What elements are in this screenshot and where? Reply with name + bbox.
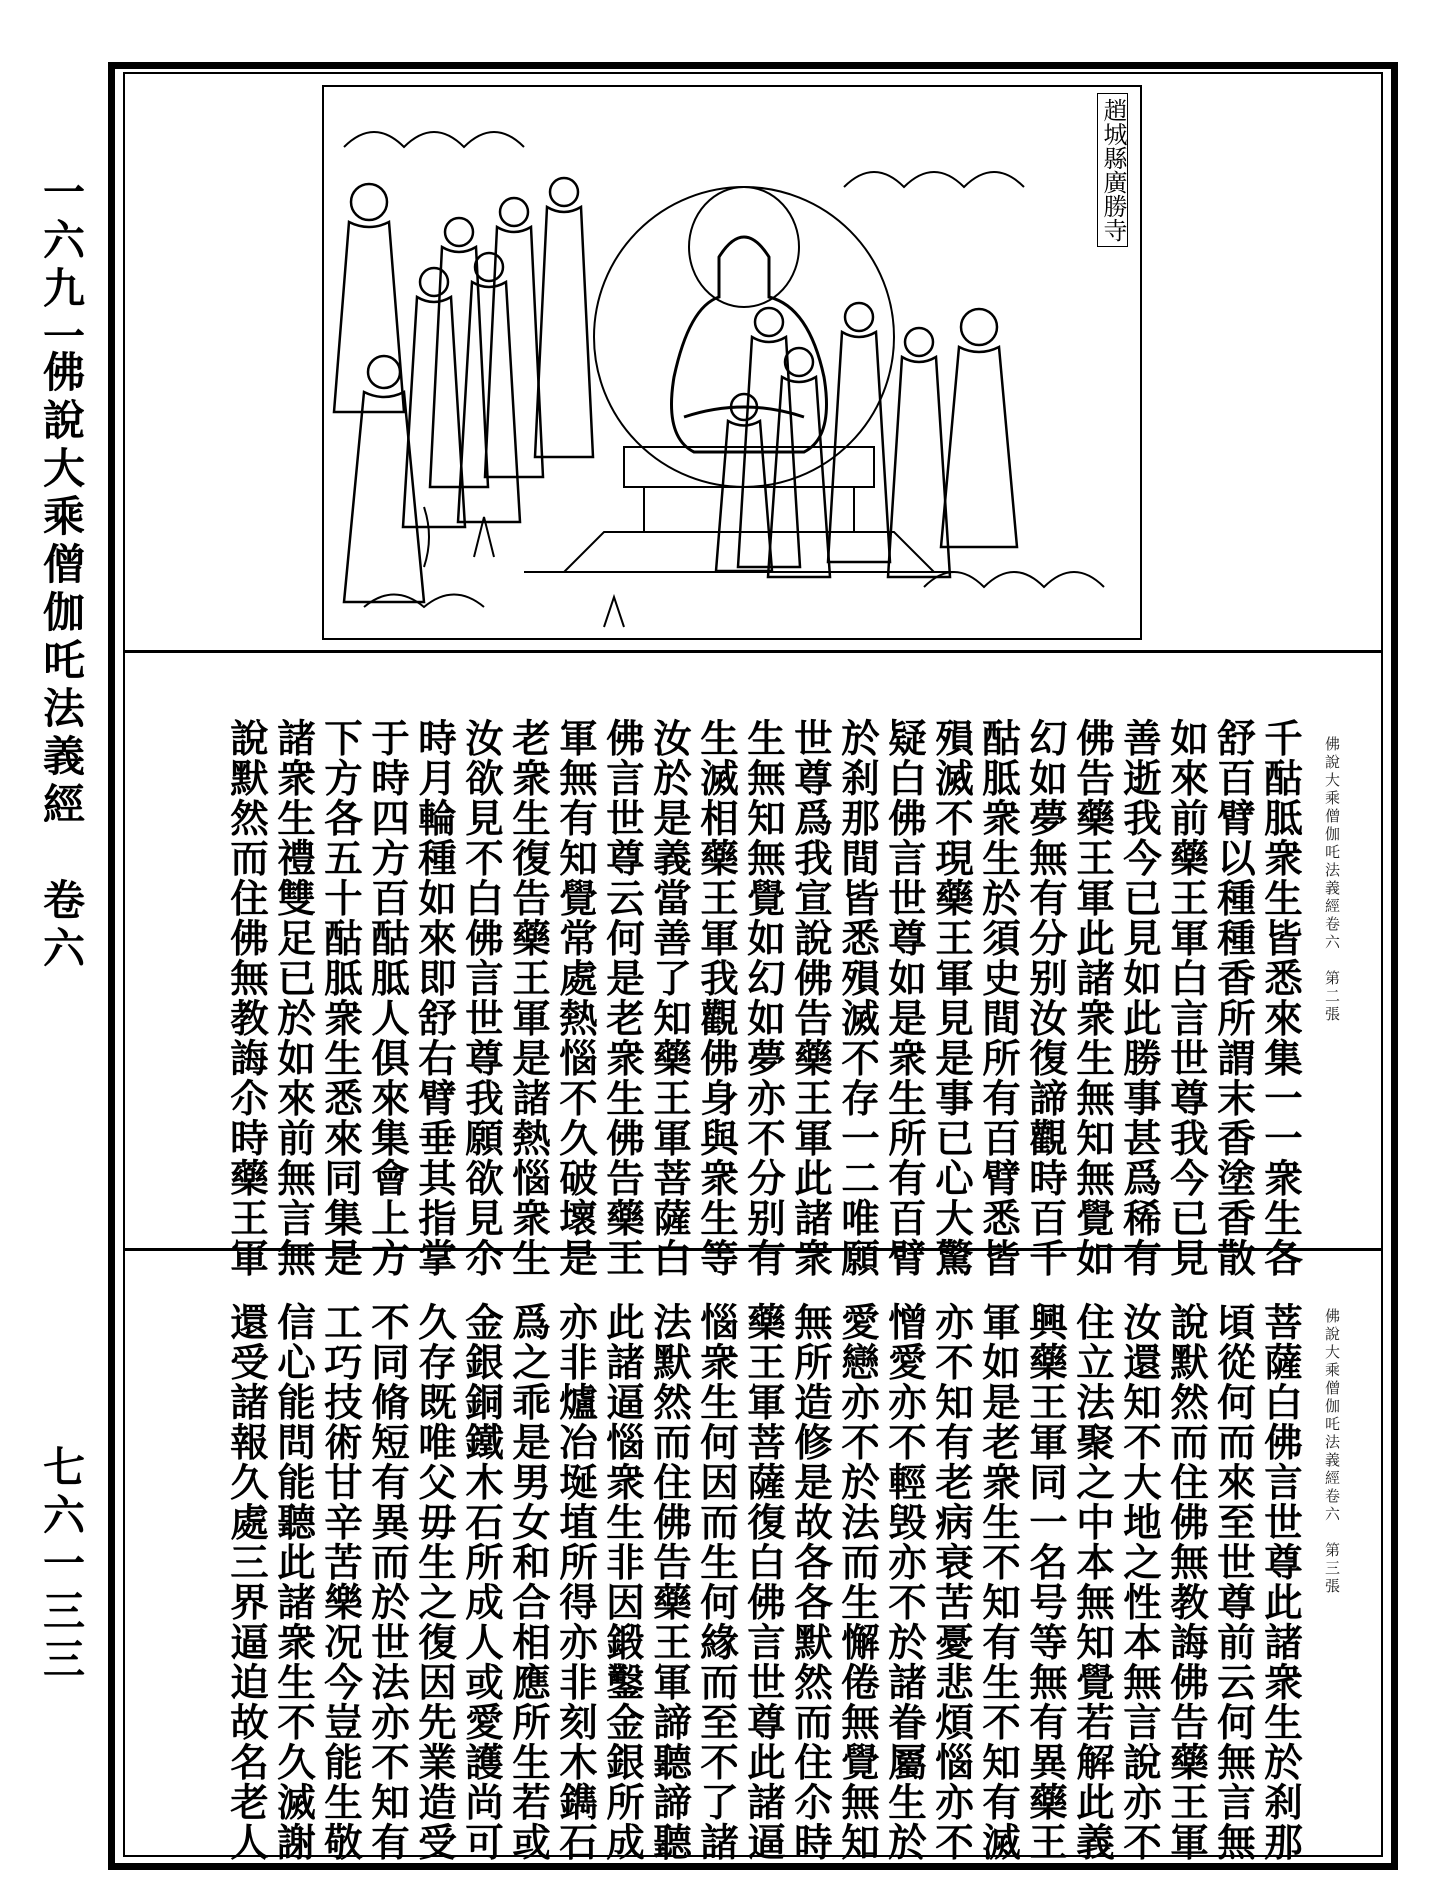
text-column: 憎愛亦不輕毁亦不於諸眷屬生於 [882,1302,927,1862]
text-column: 不同脩短有異而於世法亦不知有 [365,1302,410,1862]
text-column: 諸衆生禮雙足已於如來前無言無 [271,718,316,1278]
text-column: 說默然而住佛無教誨尒時藥王軍 [224,718,269,1278]
text-column: 軍如是老衆生不知有生不知有滅 [976,1302,1021,1862]
text-column: 愛戀亦不於法而生懈倦無覺無知 [835,1302,880,1862]
text-column: 久存既唯父毋生之復因先業造受 [412,1302,457,1862]
text-column: 工巧技術甘辛苦樂况今豈能生敬 [318,1302,363,1862]
text-panel-2 [150,1302,1350,1862]
text-column: 汝欲見不白佛言世尊我願欲見尒 [459,718,504,1278]
text-column: 下方各五十酤胝衆生悉來同集是 [318,718,363,1278]
text-column: 于時四方百酤胝人俱來集會上方 [365,718,410,1278]
text-column: 爲之乖是男女和合相應所生若或 [506,1302,551,1862]
text-column: 於刹那間皆悉殞滅不存一二唯願 [835,718,880,1278]
text-column: 佛告藥王軍此諸衆生無知無覺如 [1070,718,1115,1278]
text-column: 頃從何而來至世尊前云何無言無 [1211,1302,1256,1862]
sutra-title: 佛說大乘僧伽吒法義經 卷六 [37,350,86,974]
block-side-note: 佛說大乘僧伽吒法義經卷六 第三張 [1323,1308,1341,1596]
text-column: 惱衆生何因而生何緣而至不了諸 [694,1302,739,1862]
buddha-assembly-picture [324,87,1142,640]
text-column: 住立法聚之中本無知覺若解此義 [1070,1302,1115,1862]
panel-divider [123,650,1383,653]
text-column: 興藥王軍同一名号等無有異藥王 [1023,1302,1068,1862]
text-column: 酤胝衆生於須史間所有百臂悉皆 [976,718,1021,1278]
text-column: 老衆生復告藥王軍是諸熱惱衆生 [506,718,551,1278]
text-column: 說默然而住佛無教誨佛告藥王軍 [1164,1302,1209,1862]
text-column: 如來前藥王軍白言世尊我今已見 [1164,718,1209,1278]
text-column: 佛言世尊云何是老衆生佛告藥王 [600,718,645,1278]
text-column: 亦不知有老病衰苦憂悲煩惱亦不 [929,1302,974,1862]
text-column: 軍無有知覺常處熱惱不久破壞是 [553,718,598,1278]
text-column: 汝還知不大地之性本無言說亦不 [1117,1302,1162,1862]
text-column: 時月輪種如來即舒右臂垂其指掌 [412,718,457,1278]
text-column: 疑白佛言世尊如是衆生所有百臂 [882,718,927,1278]
text-column: 亦非爐冶埏埴所得亦非刻木鐫石 [553,1302,598,1862]
text-column: 幻如夢無有分别汝復諦觀時百千 [1023,718,1068,1278]
volume-number: 一六九一 [37,170,86,362]
text-column: 善逝我今已見如此勝事甚爲稀有 [1117,718,1162,1278]
text-column: 此諸逼惱衆生非因鍛鑿金銀所成 [600,1302,645,1862]
temple-caption: 趙城縣廣勝寺 [1097,93,1128,247]
text-column: 生無知無覺如幻如夢亦不分别有 [741,718,786,1278]
woodblock-illustration [322,85,1142,640]
text-column: 生滅相藥王軍我觀佛身與衆生等 [694,718,739,1278]
text-column: 金銀銅鐵木石所成人或愛護尚可 [459,1302,504,1862]
text-column: 殞滅不現藥王軍見是事已心大驚 [929,718,974,1278]
text-column: 世尊爲我宣說佛告藥王軍此諸衆 [788,718,833,1278]
text-column: 法默然而住佛告藥王軍諦聽諦聽 [647,1302,692,1862]
page-number: 七六一三三 [37,1445,86,1685]
text-column: 還受諸報久處三界逼迫故名老人 [224,1302,269,1862]
text-column: 舒百臂以種種香所謂末香塗香散 [1211,718,1256,1278]
text-column: 信心能問能聽此諸衆生不久滅謝 [271,1302,316,1862]
block-side-note: 佛說大乘僧伽吒法義經卷六 第二張 [1323,736,1341,1024]
text-column: 千酤胝衆生皆悉來集一一衆生各 [1258,718,1303,1278]
text-column: 無所造修是故各各默然而住尒時 [788,1302,833,1862]
text-column: 菩薩白佛言世尊此諸衆生於刹那 [1258,1302,1303,1862]
text-column: 藥王軍菩薩復白佛言世尊此諸逼 [741,1302,786,1862]
text-column: 汝於是義當善了知藥王軍菩薩白 [647,718,692,1278]
text-panel-1 [150,718,1350,1278]
